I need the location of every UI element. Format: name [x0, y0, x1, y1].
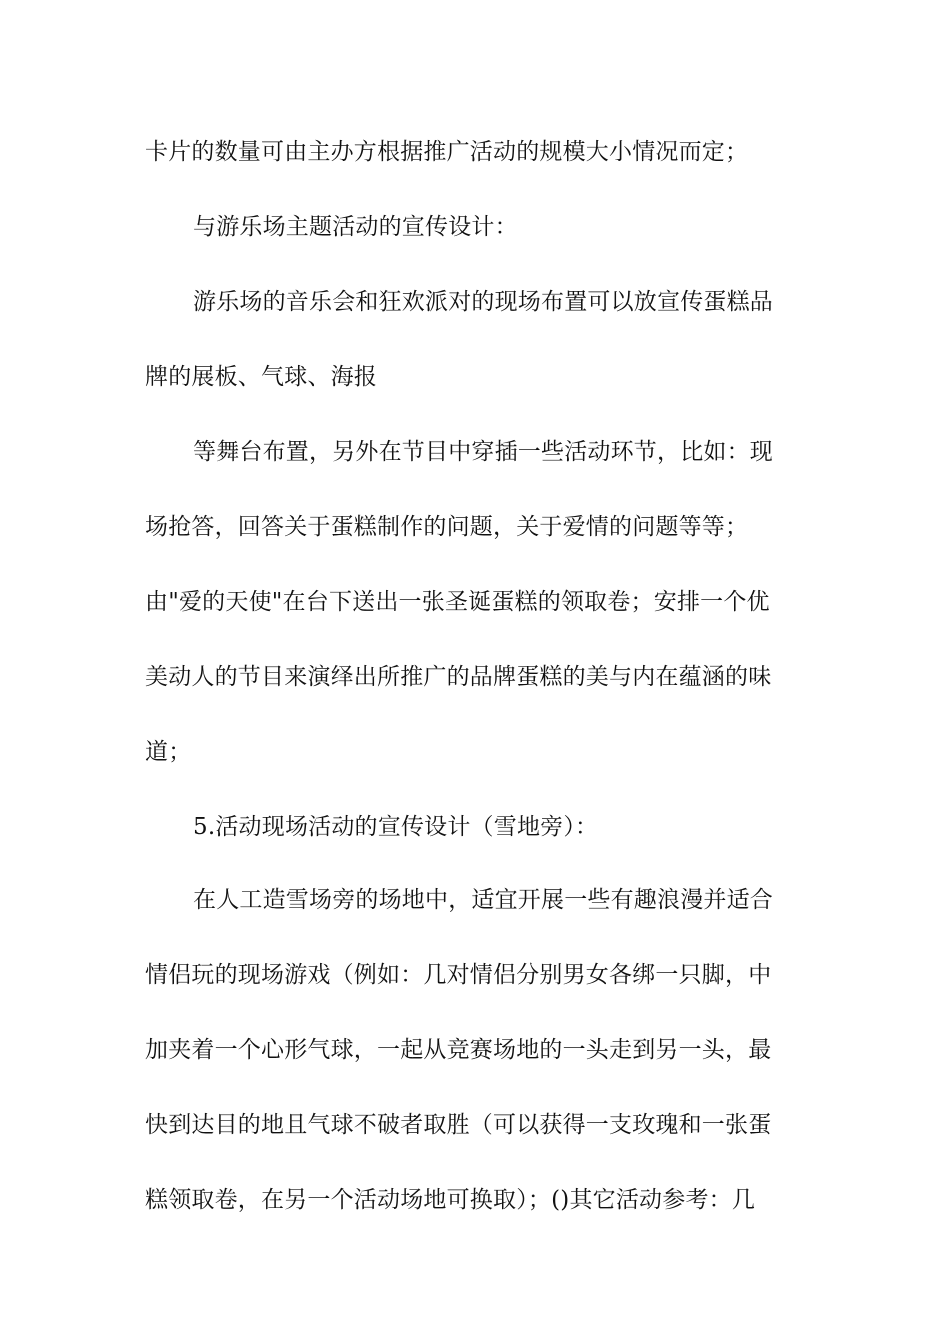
text-line: 游乐场的音乐会和狂欢派对的现场布置可以放宣传蛋糕品 [193, 289, 773, 315]
text-line: 在人工造雪场旁的场地中，适宜开展一些有趣浪漫并适合 [193, 887, 773, 913]
text-line: 美动人的节目来演绎出所推广的品牌蛋糕的美与内在蕴涵的味 [145, 664, 772, 690]
text-line: 卡片的数量可由主办方根据推广活动的规模大小情况而定； [145, 139, 749, 165]
text-line: 道； [145, 739, 192, 765]
text-line: 等舞台布置，另外在节目中穿插一些活动环节，比如：现 [193, 439, 773, 465]
section-heading: 与游乐场主题活动的宣传设计： [193, 214, 518, 240]
text-line: 牌的展板、气球、海报 [145, 364, 377, 390]
text-line: 情侣玩的现场游戏（例如：几对情侣分别男女各绑一只脚，中 [145, 962, 772, 988]
text-line: 加夹着一个心形气球，一起从竞赛场地的一头走到另一头，最 [145, 1037, 772, 1063]
text-line: 场抢答，回答关于蛋糕制作的问题，关于爱情的问题等等； [145, 514, 749, 540]
section-heading: 5.活动现场活动的宣传设计（雪地旁）： [193, 814, 599, 840]
text-line: 糕领取卷，在另一个活动场地可换取）；()其它活动参考：几 [145, 1187, 756, 1213]
text-line: 快到达目的地且气球不破者取胜（可以获得一支玫瑰和一张蛋 [145, 1112, 772, 1138]
text-line: 由"爱的天使"在台下送出一张圣诞蛋糕的领取卷；安排一个优 [145, 589, 770, 615]
